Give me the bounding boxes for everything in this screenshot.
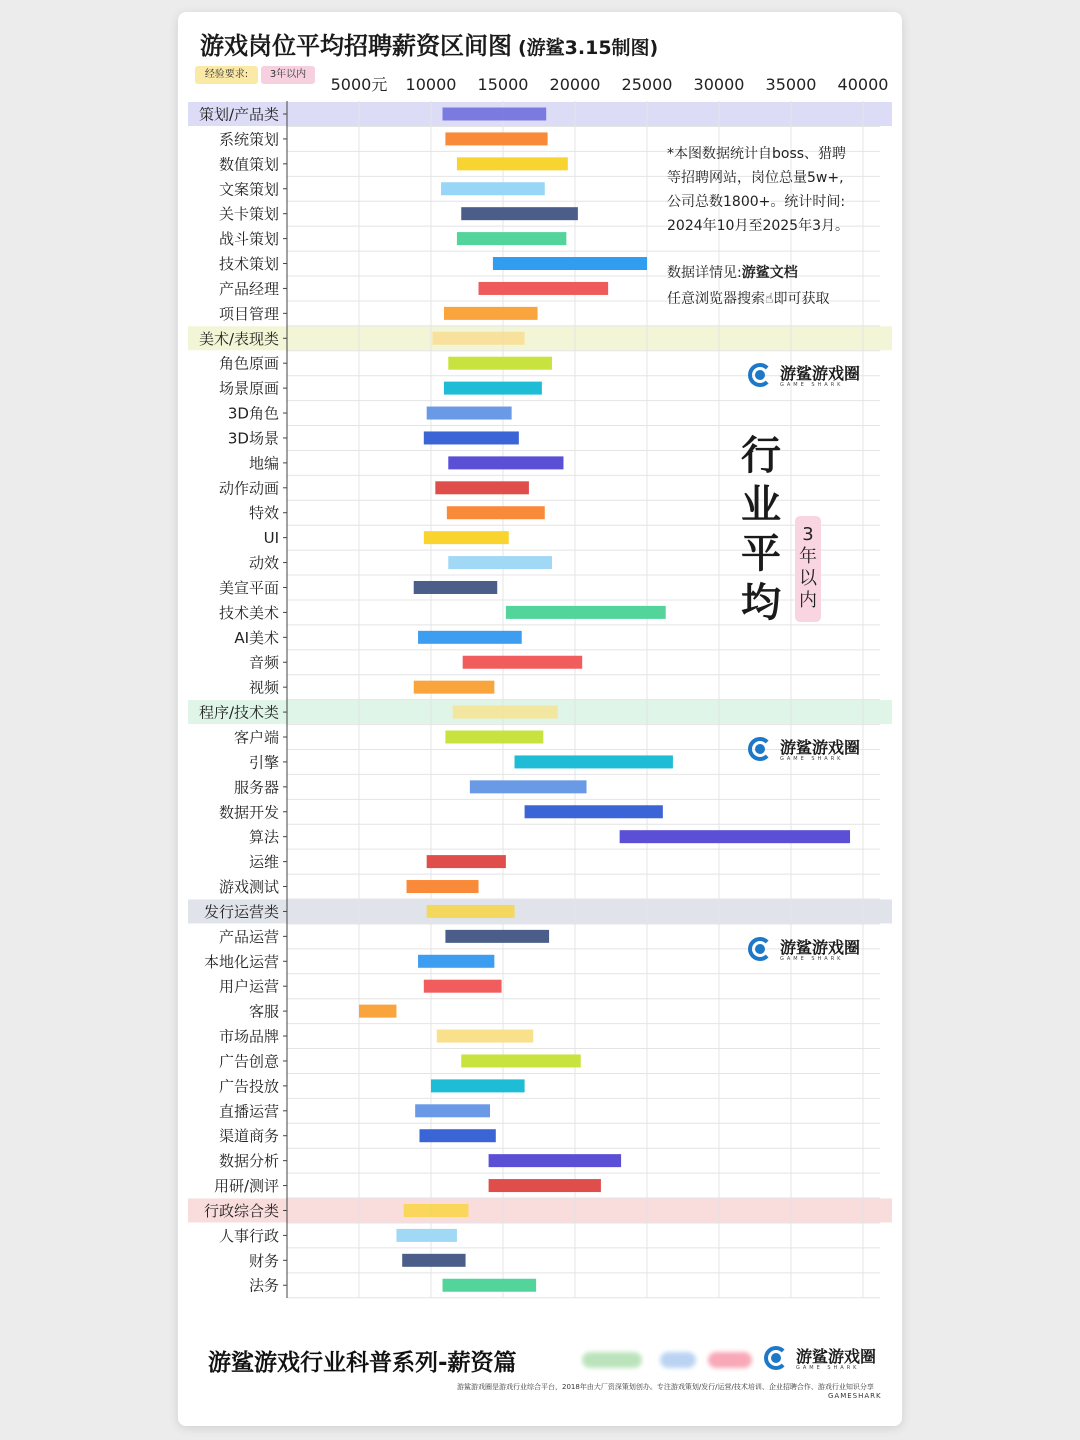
salary-range-bar [448, 556, 552, 569]
salary-range-bar [419, 1129, 495, 1142]
salary-range-bar [418, 955, 494, 968]
job-label: 法务 [248, 1276, 279, 1295]
salary-range-bar [447, 506, 545, 519]
category-label: 美术/表现类 [198, 329, 279, 348]
x-tick-label: 5000元 [330, 75, 388, 94]
job-label: 技术策划 [218, 255, 279, 274]
salary-range-bar [506, 606, 666, 619]
job-label: 人事行政 [218, 1226, 279, 1245]
experience-value-badge: 3年以内 [261, 66, 315, 84]
salary-range-bar [489, 1179, 601, 1192]
x-tick-label: 20000 [549, 75, 601, 94]
job-label: 美宣平面 [218, 578, 279, 597]
salary-range-bar [461, 207, 578, 220]
salary-range-bar [432, 332, 524, 345]
salary-range-bar [444, 307, 538, 320]
salary-range-bar [443, 108, 547, 121]
x-tick-label: 15000 [477, 75, 529, 94]
salary-range-bar [445, 731, 543, 744]
job-label: 文案策划 [218, 180, 279, 199]
job-label: 用户运营 [218, 977, 279, 996]
job-label: 动作动画 [218, 479, 279, 498]
job-label: 动效 [248, 554, 279, 573]
salary-range-bar [461, 1054, 581, 1067]
job-label: 市场品牌 [218, 1027, 279, 1046]
job-label: 引擎 [248, 753, 279, 772]
salary-range-bar [424, 980, 502, 993]
job-label: 音频 [248, 653, 279, 672]
note-line-3: 公司总数1800+。统计时间: [667, 194, 846, 210]
blurred-badge [582, 1352, 642, 1368]
job-label: 系统策划 [218, 130, 279, 149]
job-label: 财务 [248, 1251, 279, 1270]
chart-title: 游戏岗位平均招聘薪资区间图 (游鲨3.15制图) [200, 32, 659, 60]
salary-range-bar [427, 407, 512, 420]
blurred-badge [660, 1352, 696, 1368]
note-line-1: *本图数据统计自boss、猎聘 [667, 146, 847, 162]
logo-tagline: GAME SHARK [780, 382, 844, 388]
job-label: 直播运营 [218, 1102, 279, 1121]
x-tick-label: 35000 [765, 75, 817, 94]
job-label: 地编 [248, 454, 279, 473]
job-label: 项目管理 [218, 304, 279, 323]
logo-name: 游鲨游戏圈 [780, 364, 861, 383]
footer-fine-print: 游鲨游戏圈是游戏行业综合平台，2018年由大厂资深策划创办。专注游戏策划/发行/运营/技术培训、企业招聘合作、游戏行业知识分享 [457, 1383, 874, 1391]
salary-range-bar [448, 357, 552, 370]
industry-average-label: 行业平均 [741, 433, 781, 626]
within-3-years-pill: 3年以内 [795, 516, 821, 622]
salary-range-bar [443, 1279, 537, 1292]
job-label: 视频 [248, 678, 279, 697]
blurred-badge [708, 1352, 752, 1368]
data-source-note [667, 142, 849, 238]
salary-range-bar [404, 1204, 469, 1217]
category-label: 行政综合类 [203, 1201, 279, 1220]
salary-range-bar [424, 531, 509, 544]
details-link[interactable]: 游鲨文档 [741, 265, 798, 281]
logo-tagline: GAME SHARK [796, 1365, 860, 1371]
salary-range-bar [463, 656, 583, 669]
salary-range-bar [620, 830, 850, 843]
salary-range-bar [359, 1005, 396, 1018]
job-label: 技术美术 [218, 603, 279, 622]
salary-range-bar [525, 805, 663, 818]
logo-name: 游鲨游戏圈 [780, 938, 861, 957]
salary-range-bar [453, 706, 558, 719]
salary-range-bar [414, 581, 498, 594]
logo-tagline: GAME SHARK [780, 956, 844, 962]
job-label: 广告创意 [218, 1052, 279, 1071]
experience-label: 经验要求: [195, 66, 258, 84]
job-label: UI [263, 529, 279, 548]
job-label: 本地化运营 [203, 952, 279, 971]
salary-range-bar [402, 1254, 465, 1267]
x-tick-label: 30000 [693, 75, 745, 94]
logo-tagline: GAME SHARK [780, 756, 844, 762]
job-label: 服务器 [233, 778, 279, 797]
job-label: 特效 [248, 504, 279, 523]
salary-range-bar [489, 1154, 621, 1167]
salary-range-bar [427, 905, 515, 918]
job-label: 用研/测评 [213, 1177, 279, 1196]
job-label: 战斗策划 [218, 230, 279, 249]
salary-range-bar [435, 481, 529, 494]
job-label: 产品经理 [218, 279, 279, 298]
details-note [667, 260, 830, 312]
salary-range-bar [479, 282, 609, 295]
job-label: 客服 [248, 1002, 279, 1021]
search-hint: 任意浏览器搜索☝即可获取 [667, 291, 830, 307]
job-label: 数值策划 [218, 155, 279, 174]
job-label: 场景原画 [218, 379, 279, 398]
job-label: 运维 [248, 853, 279, 872]
category-band [188, 1198, 892, 1222]
salary-range-bar [457, 232, 566, 245]
footer-series-title: 游鲨游戏行业科普系列-薪资篇 [208, 1350, 517, 1376]
salary-range-bar [414, 681, 495, 694]
category-band [188, 899, 892, 923]
job-label: 角色原画 [218, 354, 279, 373]
job-label: AI美术 [234, 628, 279, 647]
job-label: 关卡策划 [218, 205, 279, 224]
details-prefix: 数据详情见: [667, 265, 742, 281]
job-label: 3D角色 [227, 404, 279, 423]
note-line-2: 等招聘网站，岗位总量5w+, [667, 170, 844, 186]
logo-name: 游鲨游戏圈 [796, 1347, 877, 1366]
category-label: 策划/产品类 [198, 105, 279, 124]
job-label: 广告投放 [218, 1077, 279, 1096]
salary-range-bar [431, 1079, 525, 1092]
category-label: 发行运营类 [203, 902, 279, 921]
chart-subtitle: (游鲨3.15制图) [518, 37, 659, 59]
salary-range-bar [396, 1229, 456, 1242]
x-tick-label: 10000 [405, 75, 457, 94]
note-line-4: 2024年10月至2025年3月。 [667, 218, 849, 234]
salary-range-bar [407, 880, 479, 893]
salary-range-bar [445, 930, 549, 943]
salary-range-bar [441, 182, 545, 195]
job-label: 数据开发 [218, 803, 279, 822]
job-label: 数据分析 [218, 1152, 279, 1171]
category-band [188, 326, 892, 350]
job-label: 渠道商务 [218, 1127, 279, 1146]
salary-range-bar [437, 1030, 533, 1043]
salary-range-bar [448, 456, 563, 469]
job-label: 客户端 [233, 728, 279, 747]
salary-range-bar [445, 132, 547, 145]
salary-range-bar [457, 157, 568, 170]
footer-brand: GAMESHARK [828, 1392, 882, 1400]
salary-range-bar [493, 257, 647, 270]
logo-name: 游鲨游戏圈 [780, 738, 861, 757]
job-label: 产品运营 [218, 927, 279, 946]
salary-range-bar [418, 631, 522, 644]
job-label: 3D场景 [227, 429, 279, 448]
salary-range-bar [415, 1104, 490, 1117]
salary-range-bar [444, 382, 542, 395]
salary-range-bar [424, 431, 519, 444]
x-tick-label: 40000 [837, 75, 889, 94]
category-label: 程序/技术类 [198, 703, 279, 722]
x-tick-label: 25000 [621, 75, 673, 94]
job-label: 游戏测试 [218, 878, 279, 897]
salary-range-bar [470, 780, 587, 793]
salary-range-bar [427, 855, 506, 868]
job-label: 算法 [248, 828, 279, 847]
salary-range-bar [515, 755, 673, 768]
